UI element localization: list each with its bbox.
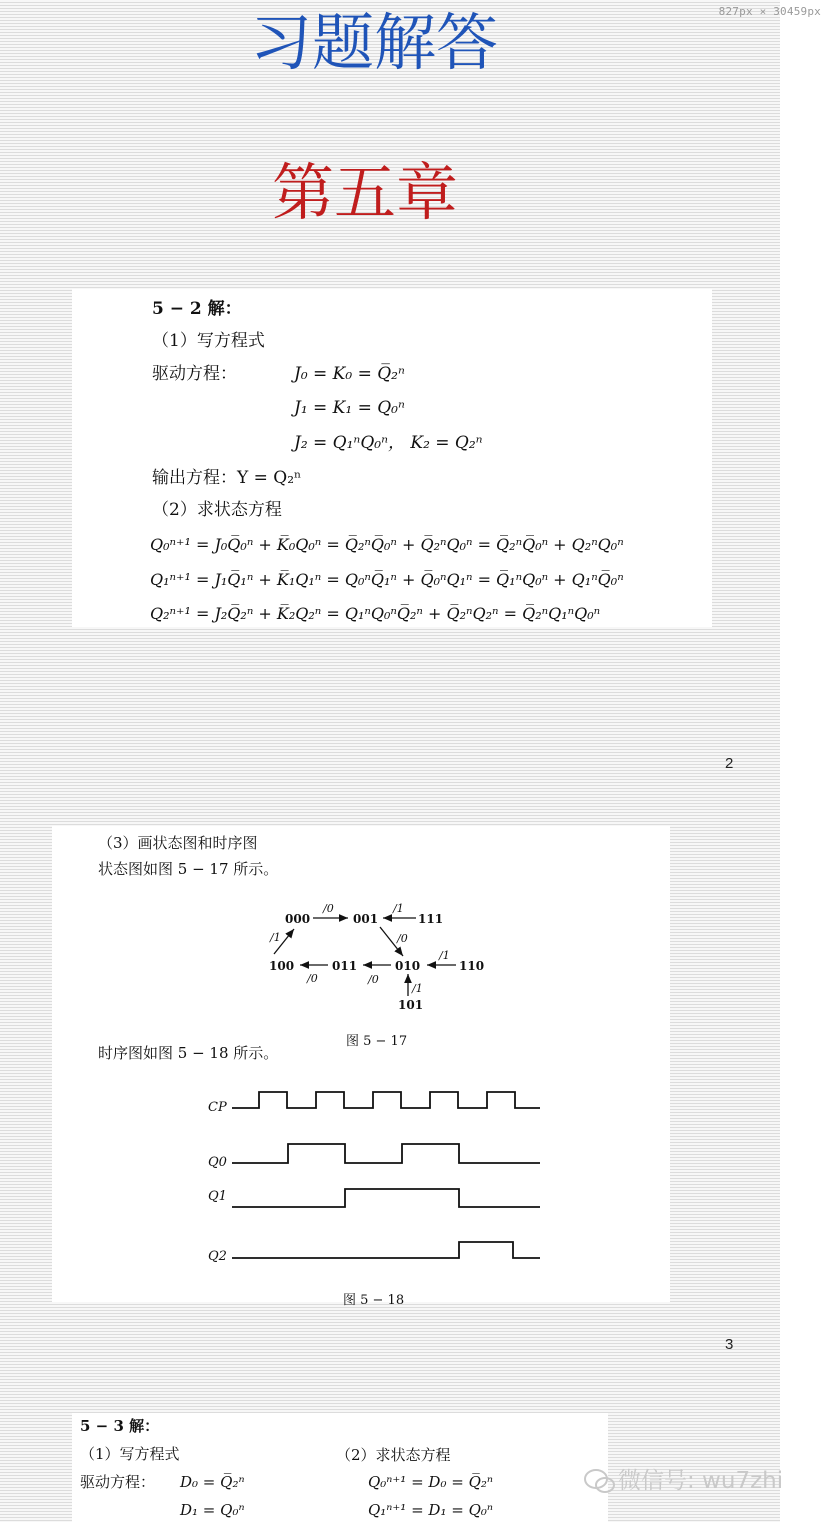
equation-d1: D₁ = Q₀ⁿ (180, 1501, 245, 1519)
state-diagram-reference: 状态图如图 5 − 17 所示。 (98, 860, 279, 878)
q0-waveform (232, 1144, 540, 1163)
state-111: 111 (418, 912, 444, 926)
label-1-a: /1 (393, 902, 404, 915)
section-heading: 5 − 2 解： (152, 299, 242, 319)
diagram-card (52, 826, 670, 1308)
right-margin (780, 0, 827, 1522)
cp-waveform (232, 1092, 540, 1108)
solution-5-2-card (72, 289, 712, 627)
q1-waveform (232, 1189, 540, 1207)
signal-cp-label: CP (208, 1100, 227, 1115)
state-equation-q0: Q₀ⁿ⁺¹ = D₀ = Q̅₂ⁿ (368, 1473, 493, 1491)
state-equation-q2: Q₂ⁿ⁺¹ = J₂Q̅₂ⁿ + K̅₂Q₂ⁿ = Q₁ⁿQ₀ⁿQ̅₂ⁿ + Q̅₂ⁿQ₂ⁿ = Q̅₂ⁿQ₁ⁿQ₀ⁿ (150, 604, 601, 623)
equation-j1: J₁ = K₁ = Q₀ⁿ (294, 398, 405, 418)
timing-diagram (52, 826, 670, 1302)
label-0-b: /0 (397, 932, 408, 945)
label-1-c: /1 (439, 949, 450, 962)
equation-d0: D₀ = Q̅₂ⁿ (180, 1473, 245, 1491)
wechat-icon (583, 1466, 617, 1496)
label-1-d: /1 (412, 982, 423, 995)
step-2-label: （2）求状态方程 (152, 500, 282, 520)
state-110: 110 (459, 959, 485, 973)
label-0-c: /0 (307, 972, 318, 985)
step-3-label: （3）画状态图和时序图 (98, 834, 258, 852)
state-100: 100 (269, 959, 295, 973)
signal-q1-label: Q1 (208, 1189, 227, 1204)
page-number: 2 (725, 755, 734, 772)
state-equation-q1: Q₁ⁿ⁺¹ = D₁ = Q₀ⁿ (368, 1501, 493, 1519)
output-equation: 输出方程：Y = Q₂ⁿ (152, 468, 302, 488)
page-title: 习题解答 (249, 6, 498, 79)
label-0-a: /0 (323, 902, 334, 915)
chapter-title: 第五章 (271, 156, 458, 229)
state-001: 001 (353, 912, 379, 926)
page-number: 3 (725, 1336, 734, 1353)
state-equation-q1: Q₁ⁿ⁺¹ = J₁Q̅₁ⁿ + K̅₁Q₁ⁿ = Q₀ⁿQ̅₁ⁿ + Q̅₀ⁿQ₁ⁿ = Q̅₁ⁿQ₀ⁿ + Q₁ⁿQ̅₀ⁿ (150, 570, 624, 589)
solution-5-3-card (72, 1413, 608, 1522)
step-1-label: （1）写方程式 (152, 331, 265, 351)
label-1-b: /1 (270, 931, 281, 944)
state-000: 000 (285, 912, 311, 926)
step-1-label: （1）写方程式 (80, 1445, 180, 1463)
signal-q0-label: Q0 (208, 1155, 227, 1170)
state-equation-q0: Q₀ⁿ⁺¹ = J₀Q̅₀ⁿ + K̅₀Q₀ⁿ = Q̅₂ⁿQ̅₀ⁿ + Q̅₂ⁿQ₀ⁿ = Q̅₂ⁿQ̅₀ⁿ + Q₂ⁿQ₀ⁿ (150, 535, 624, 554)
state-011: 011 (332, 959, 358, 973)
equation-j2: J₂ = Q₁ⁿQ₀ⁿ， K₂ = Q₂ⁿ (294, 433, 483, 453)
figure-5-17-caption: 图 5 − 17 (346, 1034, 408, 1049)
section-heading: 5 − 3 解： (80, 1417, 160, 1435)
watermark-text: 微信号: wu7zhi (618, 1468, 784, 1494)
signal-q2-label: Q2 (208, 1249, 227, 1264)
equation-j0: J₀ = K₀ = Q̅₂ⁿ (294, 364, 405, 384)
timing-diagram-reference: 时序图如图 5 − 18 所示。 (98, 1044, 279, 1062)
figure-5-18-caption: 图 5 − 18 (343, 1293, 405, 1308)
state-101: 101 (398, 998, 424, 1012)
q2-waveform (232, 1242, 540, 1258)
state-010: 010 (395, 959, 421, 973)
step-2-label: （2）求状态方程 (336, 1446, 451, 1464)
dimensions-label: 827px × 30459px (718, 5, 821, 18)
driver-equation-label: 驱动方程： (152, 364, 237, 384)
driver-equation-label: 驱动方程： (80, 1473, 156, 1491)
label-0-d: /0 (368, 973, 379, 986)
